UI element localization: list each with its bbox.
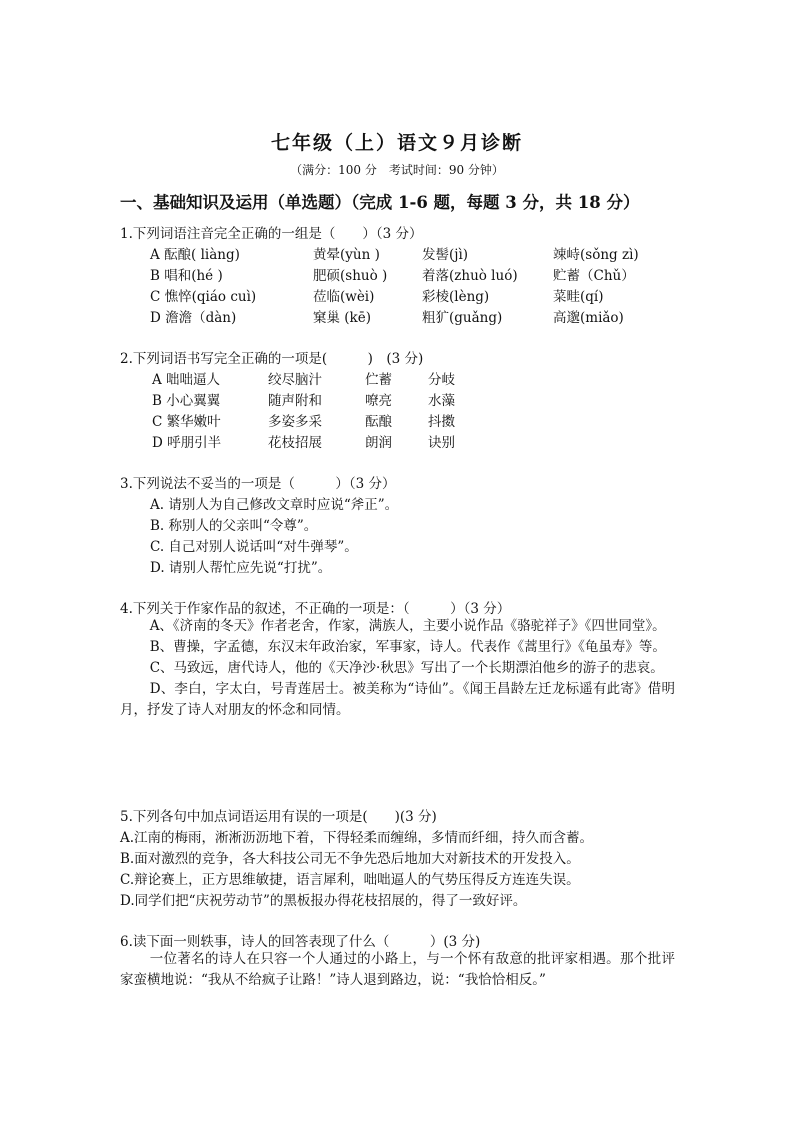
question-5-option-b: B.面对激烈的竞争，各大科技公司无不争先恐后地加大对新技术的开发投入。 [120,851,580,867]
question-2-stem: 2.下列词语书写完全正确的一项是( ) (3 分) [120,351,424,367]
section-heading: 一、基础知识及运用（单选题）（完成 1-6 题，每题 3 分，共 18 分） [120,193,640,212]
question-5-option-c: C.辩论赛上，正方思维敏捷，语言犀利，咄咄逼人的气势压得反方连连失误。 [120,872,580,888]
question-6-passage: 一位著名的诗人在只容一个人通过的小路上，与一个怀有敌意的批评家相遇。那个批评家蛮横地说：“我从不给疯子让路！”诗人退到路边，说：“我恰恰相反。” [120,951,675,988]
question-3-stem: 3.下列说法不妥当的一项是（ ）（3 分） [120,476,396,492]
question-5-stem: 5.下列各句中加点词语运用有误的一项是( )(3 分) [120,809,437,825]
question-6-passage-block [120,949,675,991]
question-4-option-c: C、马致远，唐代诗人，他的《天净沙·秋思》写出了一个长期漂泊他乡的游子的悲哀。 [149,660,664,676]
question-4-options [120,616,675,721]
question-5-option-a: A.江南的梅雨，淅淅沥沥地下着，下得轻柔而缠绵，多情而纤细，持久而含蓄。 [120,830,594,846]
question-6-stem: 6.读下面一则轶事，诗人的回答表现了什么（ ）(3 分) [120,934,481,950]
exam-title: 七年级（上）语文９月诊断 [270,132,523,154]
question-3-option-d: D. 请别人帮忙应先说“打扰”。 [150,560,332,576]
exam-page: 七年级（上）语文９月诊断 （满分：100 分 考试时间：90 分钟） 一、基础知识及运用（单选题）（完成 1-6 题，每题 3 分，共 18 分） 1.下列词语注音完全正确的一组是（ ）（3 分） A 酝酿( liàng) 黄晕(yùn ) 发髻(jì) 竦峙(sǒng zì) B 唱和(hé ) 肥硕(shuò ) 着落(zhuò luó) 贮蓄（Chǔ） C 憔悴(qiáo cuì) 莅临(wèi) 彩棱(lèng) 菜畦(qí) D 澹澹（dàn) 窠巢 (kē) 粗犷(guǎng) 高邈(miǎo) 2.下列词语书写完全正确的一项是( ) (3 分) A 咄咄逼人 绞尽脑汁 伫蓄 分岐 B 小心翼翼 随声附和 嘹亮 水藻 C 繁华嫩叶 多姿多采 酝酿 抖擞 D 呼朋引半 花枝招展 朗润 诀别 3.下列说法不妥当的一项是（ ）（3 分） A. 请别人为自己修改文章时应说“斧正”。 B. 称别人的父亲叫“令尊”。 C. 自己对别人说话叫“对牛弹琴”。 D. 请别人帮忙应先说“打扰”。 4.下列关于作家作品的叙述，不正确的一项是：（ ）（3 分） A、《济南的冬天》作者老舍，作家，满族人，主要小说作品《骆驼祥子》《四世同堂》。 B、曹操，字孟德，东汉末年政治家，军事家，诗人。代表作《蒿里行》《龟虽寿》等。 C、马致远，唐代诗人，他的《天净沙·秋思》写出了一个长期漂泊他乡的游子的悲哀。 D、李白，字太白，号青莲居士。被美称为“诗仙”。《闻王昌龄左迁龙标遥有此寄》借明月，抒发了诗人对朋友的怀念和同情。 5.下列各句中加点词语运用有误的一项是( )(3 分) A.江南的梅雨，淅淅沥沥地下着，下得轻柔而缠绵，多情而纤细，持久而含蓄。 B.面对激烈的竞争，各大科技公司无不争先恐后地加大对新技术的开发投入。 C.辩论赛上，正方思维敏捷，语言犀利，咄咄逼人的气势压得反方连连失误。 D.同学们把“庆祝劳动节”的黑板报办得花枝招展的，得了一致好评。 6.读下面一则轶事，诗人的回答表现了什么（ ）(3 分) 一位著名的诗人在只容一个人通过的小路上，与一个怀有敌意的批评家相遇。那个批评家蛮横地说：“我从不给疯子让路！”诗人退到路边，说：“我恰恰相反。” [0,0,794,1123]
question-4-stem: 4.下列关于作家作品的叙述，不正确的一项是：（ ）（3 分） [120,601,511,617]
question-3-option-b: B. 称别人的父亲叫“令尊”。 [150,518,318,534]
question-3-option-a: A. 请别人为自己修改文章时应说“斧正”。 [150,497,399,513]
question-3-option-c: C. 自己对别人说话叫“对牛弹琴”。 [150,539,358,555]
question-5-option-d: D.同学们把“庆祝劳动节”的黑板报办得花枝招展的，得了一致好评。 [120,893,527,909]
question-4-option-a: A、《济南的冬天》作者老舍，作家，满族人，主要小说作品《骆驼祥子》《四世同堂》。 [149,618,666,634]
exam-subtitle: （满分：100 分 考试时间：90 分钟） [290,163,504,177]
question-1-stem: 1.下列词语注音完全正确的一组是（ ）（3 分） [120,226,423,242]
question-4-option-b: B、曹操，字孟德，东汉末年政治家，军事家，诗人。代表作《蒿里行》《龟虽寿》等。 [149,639,666,655]
question-4-option-d: D、李白，字太白，号青莲居士。被美称为“诗仙”。《闻王昌龄左迁龙标遥有此寄》借明月，抒发了诗人对朋友的怀念和同情。 [120,681,675,718]
